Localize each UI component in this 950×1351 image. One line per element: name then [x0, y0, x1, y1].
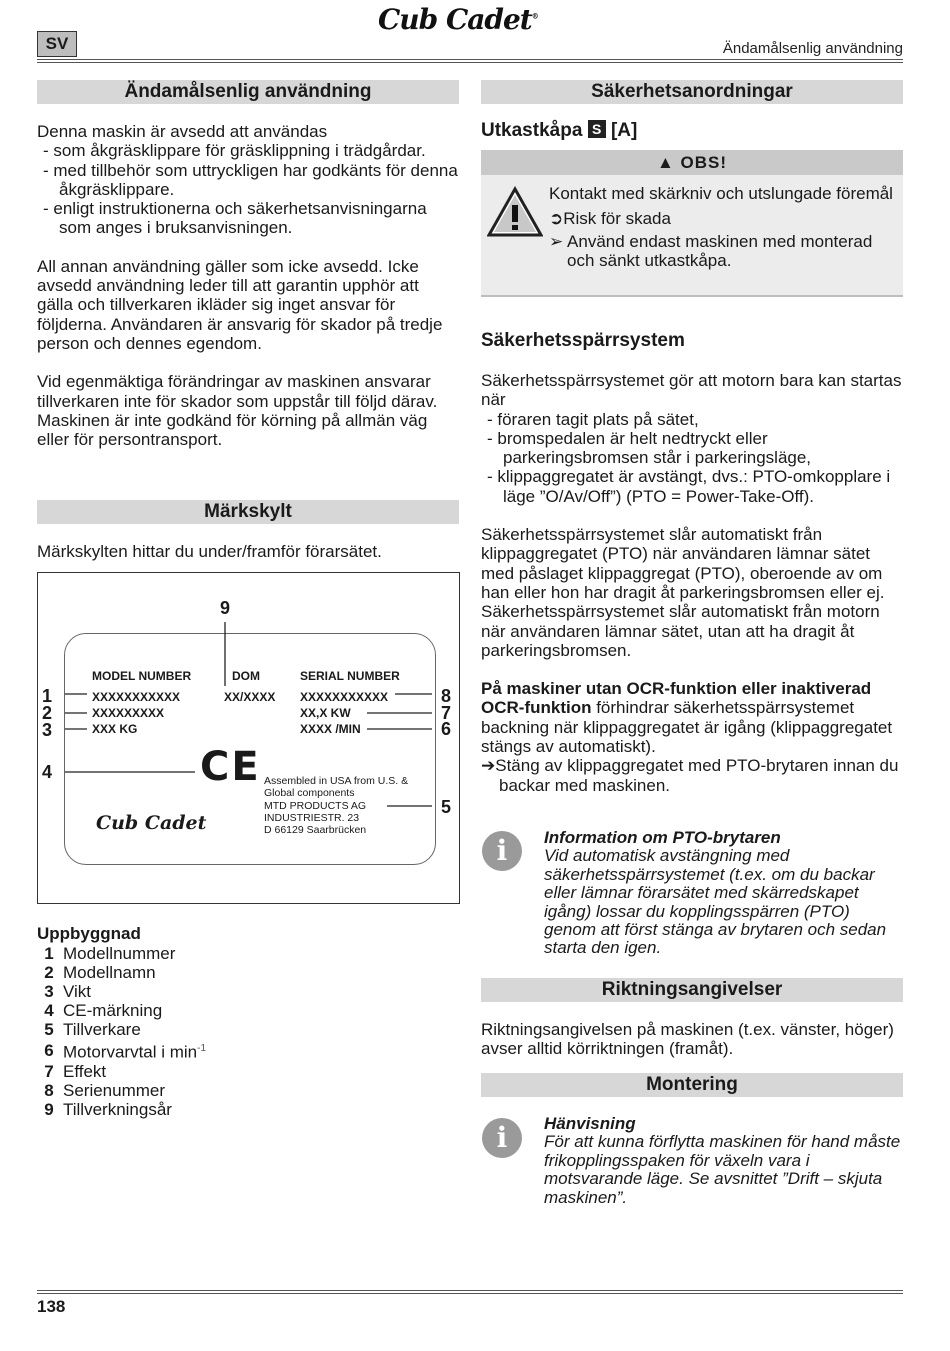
callout-3: 3	[42, 720, 53, 740]
arrow-icon: ➲	[549, 209, 564, 229]
paragraph: Säkerhetsspärrsystemet slår automatiskt från motorn när användaren lämnar sätet, utan att ha dragit åt parkeringsbromsen.	[481, 602, 880, 660]
callout-7: 7	[441, 703, 452, 723]
legend-text: Tillverkare	[63, 1020, 141, 1039]
running-header: Ändamålsenlig användning	[722, 40, 903, 57]
footer-rule-2	[37, 1293, 903, 1294]
plate-header-serial: SERIAL NUMBER	[300, 669, 400, 683]
legend-item	[35, 1039, 206, 1062]
info-block-pto	[544, 829, 902, 958]
maker-line: Global components	[264, 787, 355, 800]
section-title-safety-devices: Säkerhetsanordningar	[481, 80, 903, 104]
header-rule	[37, 59, 903, 60]
legend-item	[35, 1100, 206, 1119]
paragraph: Vid egenmäktiga förändringar av maskinen ansvarar tillverkaren inte för skador som uppstår till följd därav.	[37, 372, 438, 411]
subsection-label: Utkastkåpa	[481, 120, 583, 141]
callout-8: 8	[441, 686, 452, 706]
info-icon: i	[482, 1118, 522, 1158]
legend-text: Effekt	[63, 1061, 107, 1081]
directions-text: Riktningsangivelsen på maskinen (t.ex. vänster, höger) avser alltid körriktningen (framåt).	[481, 1020, 894, 1059]
legend-item	[35, 982, 206, 1001]
legend-item	[35, 1020, 206, 1039]
legend-item	[35, 1081, 206, 1100]
legend-text: Tillverkningsår	[63, 1099, 172, 1119]
bullet-icon: ➢	[549, 231, 564, 251]
legend-list	[35, 944, 206, 1119]
plate-weight-value: XXX KG	[92, 722, 138, 736]
list-item: - klippaggregatet är avstängt, dvs.: PTO-omkopplare i läge ”O/Av/Off”) (PTO = Power-Take-Off).	[487, 467, 891, 506]
superscript: -1	[197, 1043, 207, 1054]
info-text: För att kunna förflytta maskinen för hand måste frikopplingsspaken för växeln vara i motsvarande läge. Se avsnittet ”Drift – skjuta maskinen”.	[544, 1132, 901, 1207]
maker-line: INDUSTRIESTR. 23	[264, 811, 360, 824]
callout-9: 9	[220, 598, 231, 618]
plate-header-dom: DOM	[232, 669, 260, 683]
plate-model-value: XXXXXXXXXXX	[92, 690, 181, 704]
plate-name-value: XXXXXXXXX	[92, 706, 165, 720]
intended-use-intro: Denna maskin är avsedd att användas	[37, 122, 328, 141]
warning-triangle-icon	[487, 186, 543, 238]
legend-text: Vikt	[63, 982, 92, 1001]
paragraph: Säkerhetsspärrsystemet gör att motorn bara kan startas när	[481, 371, 902, 410]
info-block-note	[544, 1115, 902, 1207]
warning-icon: ▲	[656, 153, 675, 172]
legend-item	[35, 1001, 206, 1020]
section-title-intended-use: Ändamålsenlig användning	[37, 80, 459, 104]
maker-line: Assembled in USA from U.S. &	[264, 775, 409, 787]
legend-text: CE-märkning	[63, 1001, 163, 1020]
callout-5: 5	[441, 797, 452, 817]
legend-number: 5	[44, 1020, 54, 1039]
plate-power-value: XX,X KW	[300, 706, 351, 720]
list-item: - som åkgräsklippare för gräsklippning i trädgårdar.	[43, 141, 426, 161]
plate-brand-logo: Cub Cadet	[96, 812, 207, 834]
info-text: Vid automatisk avstängning med säkerhetsspärrsystemet (t.ex. om du backar eller lämnar förarsätet med skärredskapet igång) lossar du kopplingsspärren (PTO) genom att först stänga av brytaren och sedan starta den igen.	[544, 846, 887, 958]
nameplate-leader-lines	[37, 572, 459, 902]
legend-item	[35, 944, 206, 963]
legend-number: 3	[44, 982, 54, 1001]
paragraph: Stäng av klippaggregatet med PTO-brytaren innan du backar med maskinen.	[495, 756, 899, 795]
info-icon: i	[482, 831, 522, 871]
legend-number: 2	[44, 963, 54, 982]
legend-item	[35, 963, 206, 982]
warning-label: OBS!	[680, 153, 728, 172]
nameplate-text: Märkskylten hittar du under/framför förarsätet.	[37, 542, 382, 561]
brand-logo: Cub Cadet®	[378, 3, 538, 36]
list-item: - med tillbehör som uttryckligen har godkänts för denna åkgräsklippare.	[43, 160, 458, 199]
paragraph: Maskinen är inte godkänd för körning på allmän väg eller för persontransport.	[37, 410, 428, 450]
info-title: Information om PTO-brytaren	[544, 828, 781, 847]
callout-1: 1	[42, 686, 53, 706]
plate-rpm-value: XXXX /MIN	[300, 722, 361, 736]
warning-consequence: Risk för skada	[563, 209, 671, 229]
section-title-nameplate: Märkskylt	[37, 500, 459, 524]
legend-number: 7	[44, 1061, 54, 1081]
plate-serial-value: XXXXXXXXXXX	[300, 690, 389, 704]
section-title-assembly: Montering	[481, 1073, 903, 1097]
interlock-text	[481, 371, 903, 795]
paragraph: All annan användning gäller som icke avsedd. Icke avsedd användning leder till att garantin upphör att gälla och tillverkaren ikläder sig inget ansvar för följderna. Användaren är ansvarig för skador på tredje person och dennes egendom.	[37, 256, 443, 353]
callout-2: 2	[42, 703, 53, 723]
warning-header	[481, 150, 903, 175]
list-item: - föraren tagit plats på sätet,	[487, 409, 699, 429]
legend-number: 8	[44, 1080, 54, 1100]
legend-text: Serienummer	[63, 1080, 166, 1100]
bold-lead: På maskiner utan OCR-funktion eller inaktiverad OCR-funktion	[481, 679, 872, 718]
warning-text	[549, 184, 899, 270]
legend-number: 1	[44, 944, 54, 963]
plate-dom-value: XX/XXXX	[224, 690, 276, 704]
list-item: - bromspedalen är helt nedtryckt eller parkeringsbromsen står i parkeringsläge,	[487, 428, 812, 468]
legend-number: 9	[44, 1099, 54, 1119]
legend-number: 4	[44, 1001, 54, 1020]
language-badge: SV	[37, 31, 77, 57]
list-item: - enligt instruktionerna och säkerhetsanvisningarna som anges i bruksanvisningen.	[43, 199, 427, 238]
footer-rule	[37, 1290, 903, 1291]
legend-text: Motorvarvtal i min	[63, 1042, 198, 1062]
header-rule-2	[37, 62, 903, 63]
subsection-discharge-cover	[481, 120, 903, 142]
paragraph: förhindrar säkerhetsspärrsystemet backning när klippaggregatet är igång (klippaggregatet stängs av automatiskt).	[481, 698, 893, 757]
s-badge: S	[588, 120, 606, 138]
legend-number: 6	[44, 1040, 54, 1060]
info-title: Hänvisning	[544, 1114, 636, 1133]
ce-mark: CE	[200, 744, 261, 790]
callout-4: 4	[42, 762, 53, 782]
plate-manufacturer	[264, 775, 408, 836]
page-number: 138	[37, 1297, 66, 1316]
section-title-directions: Riktningsangivelser	[481, 978, 903, 1002]
legend-text: Modellnummer	[63, 944, 176, 963]
warning-hazard: Kontakt med skärkniv och utslungade föremål	[549, 184, 893, 203]
maker-line: D 66129 Saarbrücken	[264, 824, 367, 837]
subsection-ref: [A]	[610, 120, 638, 141]
legend-item	[35, 1062, 206, 1081]
warning-action: Använd endast maskinen med monterad och sänkt utkastkåpa.	[567, 231, 873, 270]
paragraph: Säkerhetsspärrsystemet slår automatiskt från klippaggregatet (PTO) när användaren lämnar sätet med påslaget klippaggregat (PTO), oberoende av om han eller hon har dragit åt parkeringsbromsen eller ej.	[481, 525, 885, 602]
maker-line: MTD PRODUCTS AG	[264, 799, 367, 812]
arrow-icon: ➔	[481, 756, 496, 776]
legend-text: Modellnamn	[63, 963, 156, 982]
plate-header-model: MODEL NUMBER	[92, 669, 192, 683]
legend-title: Uppbyggnad	[37, 924, 141, 943]
subsection-interlock: Säkerhetsspärrsystem	[481, 330, 685, 351]
callout-6: 6	[441, 719, 452, 739]
intended-use-text	[37, 122, 459, 449]
